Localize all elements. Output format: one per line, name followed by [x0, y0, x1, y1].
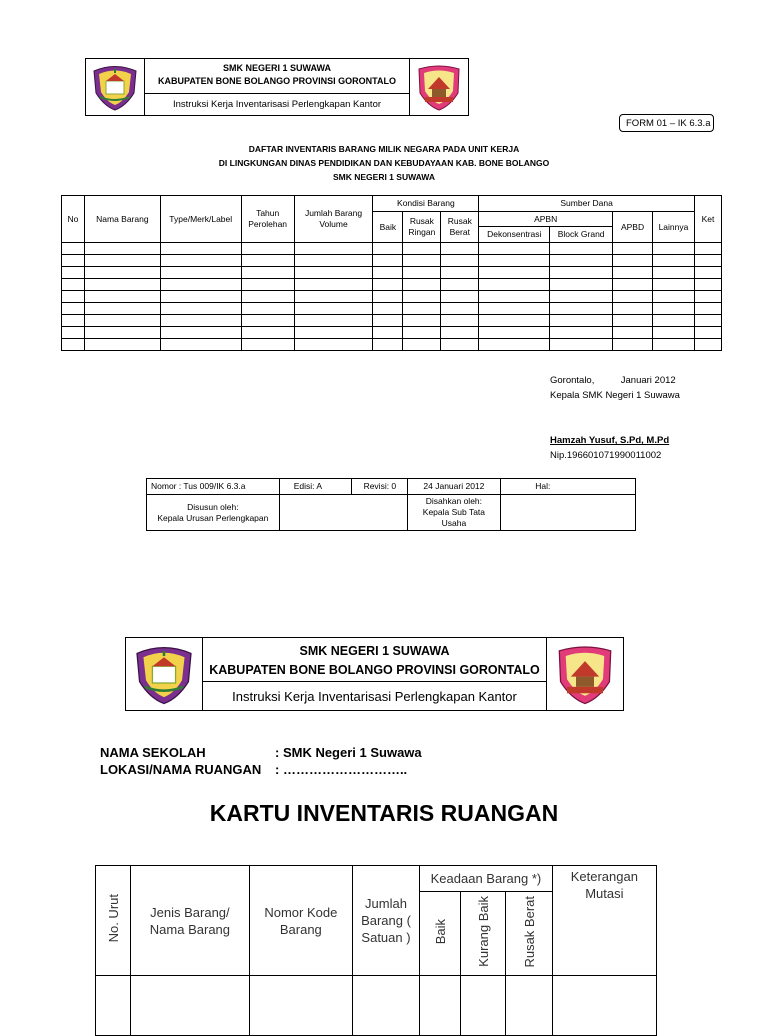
table-cell [84, 267, 160, 279]
table-cell [441, 267, 479, 279]
table-cell [294, 279, 373, 291]
form1-instruction: Instruksi Kerja Inventarisasi Perlengkapan Kantor [144, 93, 410, 116]
table-cell [653, 327, 695, 339]
table-cell [241, 339, 294, 351]
table-cell [62, 303, 85, 315]
table-cell [653, 339, 695, 351]
table-cell [441, 327, 479, 339]
table-cell [249, 976, 352, 1036]
col-header-rusak-berat-label: Rusak Berat [521, 895, 537, 968]
table-cell [441, 279, 479, 291]
table-cell [294, 339, 373, 351]
col-header-ket: Ket [694, 196, 721, 243]
col-header-nama-barang: Nama Barang [84, 196, 160, 243]
table-cell [479, 327, 550, 339]
table-cell [160, 327, 241, 339]
col-header-baik-label: Baik [432, 918, 448, 945]
table-cell [653, 291, 695, 303]
table-cell [403, 291, 441, 303]
col-header-apbd: APBD [613, 212, 653, 243]
table-cell [613, 303, 653, 315]
gorontalo-emblem-icon [546, 638, 623, 710]
form2-header-box [125, 637, 624, 711]
table-cell [506, 976, 552, 1036]
bone-bolango-emblem-icon [126, 638, 203, 710]
col-header-nomor-kode [249, 866, 352, 976]
signature-name: Hamzah Yusuf, S.Pd, M.Pd [550, 435, 670, 446]
col-header-baik [420, 892, 461, 976]
table-cell [613, 291, 653, 303]
table-cell [241, 243, 294, 255]
room-meta [100, 744, 422, 778]
col-header-nomor-kode-label: Nomor Kode Barang [264, 904, 338, 937]
table-cell [550, 243, 613, 255]
table-cell [653, 315, 695, 327]
table-cell [479, 267, 550, 279]
nama-sekolah-value: : SMK Negeri 1 Suwawa [275, 745, 422, 760]
table-cell [84, 339, 160, 351]
table-cell [441, 255, 479, 267]
table-cell [84, 291, 160, 303]
table-cell [160, 279, 241, 291]
table-cell [241, 303, 294, 315]
table-cell [352, 976, 419, 1036]
form1-header-box [85, 58, 469, 116]
table-cell [62, 339, 85, 351]
table-cell [294, 243, 373, 255]
table-cell [373, 243, 403, 255]
table-cell [613, 255, 653, 267]
table-cell [403, 315, 441, 327]
nama-sekolah-label: NAMA SEKOLAH [100, 745, 206, 760]
doc-edisi: Edisi: A [279, 479, 351, 495]
table-cell [403, 267, 441, 279]
doc-tanggal: 24 Januari 2012 [407, 479, 501, 495]
table-cell [160, 339, 241, 351]
form1-school-name: SMK NEGERI 1 SUWAWA [222, 63, 331, 73]
table-cell [403, 279, 441, 291]
table-cell [441, 315, 479, 327]
table-cell [653, 279, 695, 291]
table-cell [694, 255, 721, 267]
col-header-no: No [62, 196, 85, 243]
col-header-block-grand: Block Grand [550, 227, 613, 243]
table-cell [160, 255, 241, 267]
col-header-dekonsentrasi: Dekonsentrasi [479, 227, 550, 243]
table-cell [241, 279, 294, 291]
table-cell [613, 315, 653, 327]
table-cell [96, 976, 131, 1036]
table-cell [479, 315, 550, 327]
table-cell [550, 255, 613, 267]
doc-nomor: Nomor : Tus 009/IK 6.3.a [147, 479, 280, 495]
table-row [62, 243, 722, 255]
form1-header-titles [144, 62, 410, 88]
table-cell [294, 255, 373, 267]
table-cell [403, 327, 441, 339]
table-cell [294, 315, 373, 327]
table-cell [479, 255, 550, 267]
table-cell [373, 303, 403, 315]
table-cell [613, 327, 653, 339]
table-row [62, 255, 722, 267]
table-cell [694, 267, 721, 279]
table-row [62, 315, 722, 327]
table-cell [653, 255, 695, 267]
doc-blank-cell [501, 495, 636, 531]
kartu-inventaris-title: KARTU INVENTARIS RUANGAN [209, 800, 559, 826]
doc-disusun-by: Kepala Urusan Perlengkapan [157, 512, 269, 523]
signature-block [550, 373, 680, 463]
table-cell [294, 291, 373, 303]
table-cell [550, 303, 613, 315]
form2-instruction: Instruksi Kerja Inventarisasi Perlengkapan Kantor [202, 681, 547, 711]
doc-disahkan-by: Kepala Sub Tata Usaha [422, 507, 486, 528]
table-cell [694, 243, 721, 255]
table-cell [84, 303, 160, 315]
table-cell [694, 339, 721, 351]
col-header-baik: Baik [373, 212, 403, 243]
table-cell [403, 243, 441, 255]
doc-disusun-label: Disusun oleh: [187, 501, 239, 512]
table-cell [62, 267, 85, 279]
doc-disahkan [407, 495, 501, 531]
table-cell [479, 339, 550, 351]
table-cell [241, 315, 294, 327]
doc-blank-cell [279, 495, 407, 531]
table-cell [550, 339, 613, 351]
doc-revisi: Revisi: 0 [351, 479, 407, 495]
table-cell [694, 291, 721, 303]
document-info-table [146, 478, 636, 531]
table-cell [441, 291, 479, 303]
table-cell [441, 303, 479, 315]
table-cell [373, 267, 403, 279]
table-cell [241, 255, 294, 267]
signature-nip: Nip.196601071990011002 [550, 450, 662, 461]
table-cell [479, 303, 550, 315]
table-cell [653, 303, 695, 315]
form1-title [0, 142, 768, 184]
col-header-keadaan: Keadaan Barang *) [420, 866, 553, 892]
table-cell [373, 255, 403, 267]
table-cell [441, 243, 479, 255]
inventory-list-table [61, 195, 722, 351]
table-cell [694, 315, 721, 327]
table-cell [84, 279, 160, 291]
col-header-rusak-berat: Rusak Berat [441, 212, 479, 243]
table-row [62, 339, 722, 351]
table-cell [84, 243, 160, 255]
table-cell [479, 279, 550, 291]
signature-place-date: Gorontalo, Januari 2012 [550, 375, 676, 386]
bone-bolango-emblem-icon [86, 59, 145, 115]
col-header-jumlah [352, 866, 419, 976]
col-header-no-urut-label: No. Urut [105, 894, 121, 943]
table-cell [441, 339, 479, 351]
table-cell [403, 303, 441, 315]
table-cell [550, 315, 613, 327]
table-cell [84, 327, 160, 339]
table-cell [373, 291, 403, 303]
doc-disahkan-label: Disahkan oleh: [425, 496, 483, 506]
table-cell [131, 976, 250, 1036]
table-cell [550, 267, 613, 279]
table-cell [479, 291, 550, 303]
table-cell [694, 327, 721, 339]
table-cell [613, 243, 653, 255]
table-cell [294, 267, 373, 279]
table-cell [241, 267, 294, 279]
col-header-apbn: APBN [479, 212, 613, 227]
form1-title-line: DAFTAR INVENTARIS BARANG MILIK NEGARA PADA UNIT KERJA [248, 144, 520, 154]
table-cell [694, 279, 721, 291]
table-cell [62, 243, 85, 255]
table-cell [694, 303, 721, 315]
table-cell [403, 339, 441, 351]
table-cell [403, 255, 441, 267]
table-cell [160, 315, 241, 327]
table-cell [62, 291, 85, 303]
col-header-sumber-dana: Sumber Dana [479, 196, 695, 212]
col-header-no-urut [96, 866, 131, 976]
table-cell [62, 279, 85, 291]
col-header-jenis-barang [131, 866, 250, 976]
inventory-list-body [62, 243, 722, 351]
table-row [96, 976, 657, 1036]
table-row [62, 303, 722, 315]
table-cell [294, 327, 373, 339]
form2-region-name: KABUPATEN BONE BOLANGO PROVINSI GORONTALO [209, 663, 540, 677]
table-cell [550, 279, 613, 291]
col-header-kurang-baik [460, 892, 505, 976]
signature-role: Kepala SMK Negeri 1 Suwawa [550, 390, 680, 401]
col-header-kondisi: Kondisi Barang [373, 196, 479, 212]
form1-title-line: DI LINGKUNGAN DINAS PENDIDIKAN DAN KEBUDAYAAN KAB. BONE BOLANGO [218, 158, 550, 168]
lokasi-label: LOKASI/NAMA RUANGAN [100, 762, 262, 777]
table-cell [613, 267, 653, 279]
form2-school-name: SMK NEGERI 1 SUWAWA [299, 644, 450, 658]
table-cell [373, 279, 403, 291]
col-header-rusak-ringan: Rusak Ringan [403, 212, 441, 243]
table-cell [460, 976, 505, 1036]
table-cell [653, 267, 695, 279]
table-cell [84, 255, 160, 267]
form1-region-name: KABUPATEN BONE BOLANGO PROVINSI GORONTALO [157, 76, 396, 86]
table-cell [373, 327, 403, 339]
table-row [62, 291, 722, 303]
table-cell [84, 315, 160, 327]
col-header-jenis-barang-label: Jenis Barang/ Nama Barang [149, 904, 231, 937]
table-cell [552, 976, 656, 1036]
table-cell [62, 315, 85, 327]
room-inventory-table [95, 865, 657, 1036]
table-cell [479, 243, 550, 255]
lokasi-value: : ……………………….. [275, 762, 408, 777]
table-cell [160, 267, 241, 279]
table-cell [420, 976, 461, 1036]
form2-header-titles [202, 642, 547, 680]
table-cell [241, 291, 294, 303]
table-cell [294, 303, 373, 315]
form-code-label: FORM 01 – IK 6.3.a [619, 114, 714, 132]
table-cell [160, 303, 241, 315]
col-header-lainnya: Lainnya [653, 212, 695, 243]
gorontalo-emblem-icon [409, 59, 468, 115]
table-cell [550, 327, 613, 339]
col-header-type: Type/Merk/Label [160, 196, 241, 243]
col-header-rusak-berat [506, 892, 552, 976]
col-header-keterangan [552, 866, 656, 976]
col-header-jumlah: Jumlah Barang Volume [294, 196, 373, 243]
form1-title-line: SMK NEGERI 1 SUWAWA [332, 172, 435, 182]
col-header-kurang-baik-label: Kurang Baik [475, 896, 491, 967]
table-cell [62, 327, 85, 339]
col-header-jumlah-label: Jumlah Barang ( Satuan ) [361, 896, 411, 945]
table-row [62, 279, 722, 291]
col-header-tahun: Tahun Perolehan [241, 196, 294, 243]
table-cell [653, 243, 695, 255]
table-cell [550, 291, 613, 303]
table-cell [160, 291, 241, 303]
table-cell [373, 315, 403, 327]
table-cell [613, 339, 653, 351]
col-header-keterangan-label: Keterangan Mutasi [570, 869, 638, 901]
doc-disusun [147, 495, 280, 531]
table-row [62, 327, 722, 339]
table-cell [373, 339, 403, 351]
table-row [62, 267, 722, 279]
table-cell [613, 279, 653, 291]
table-cell [160, 243, 241, 255]
table-cell [62, 255, 85, 267]
doc-hal: Hal: [501, 479, 636, 495]
table-cell [241, 327, 294, 339]
